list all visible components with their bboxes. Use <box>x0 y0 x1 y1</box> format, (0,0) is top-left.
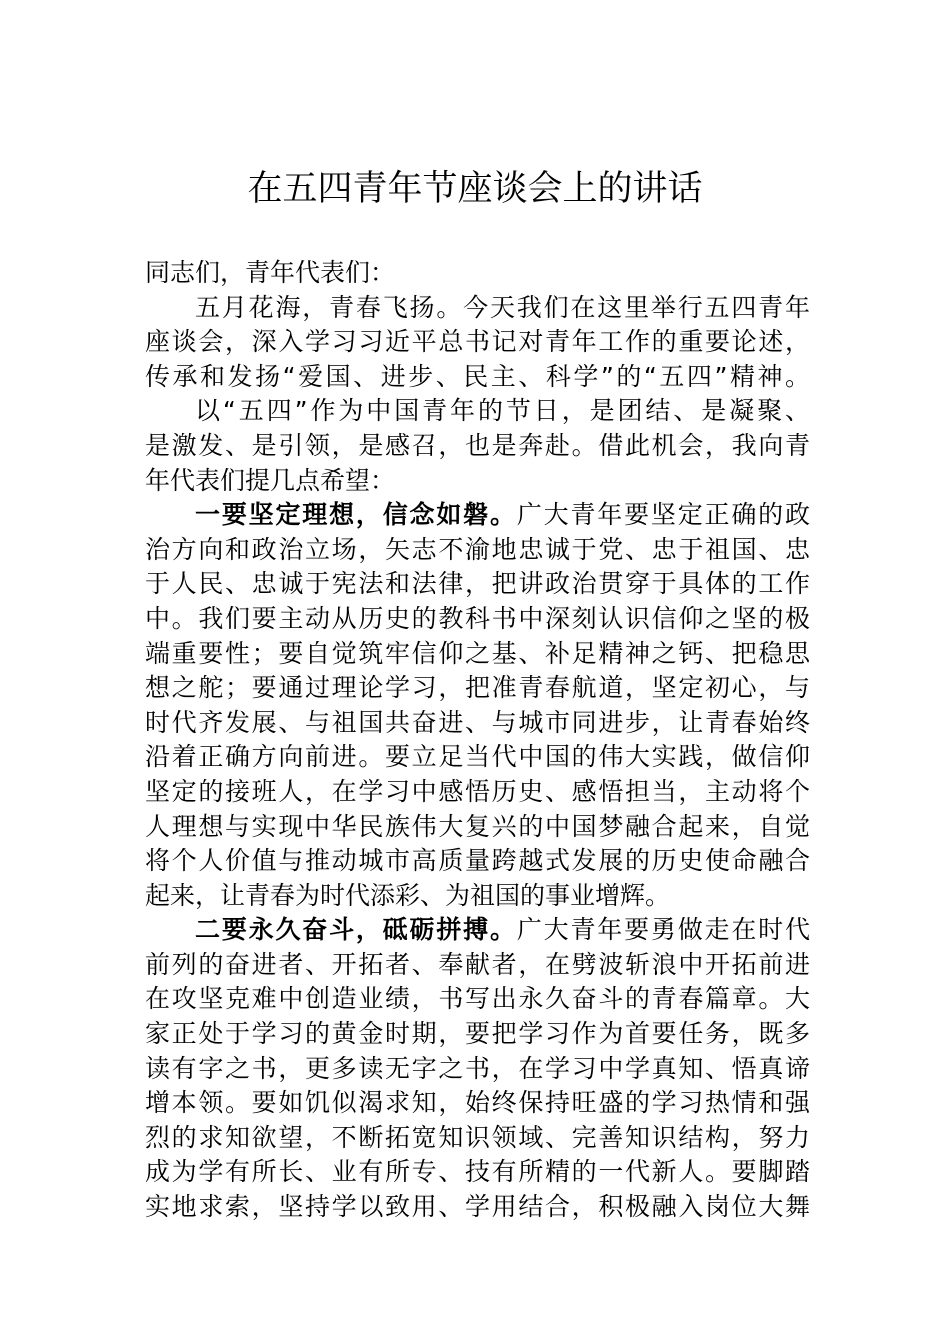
paragraph-line: 于人民、忠诚于宪法和法律，把讲政治贯穿于具体的工作 <box>145 569 810 599</box>
paragraph-line: 增本领。要如饥似渴求知，始终保持旺盛的学习热情和强 <box>145 1088 810 1118</box>
paragraph-text: 广大青年要坚定正确的政 <box>516 500 810 530</box>
page-title: 在五四青年节座谈会上的讲话 <box>247 169 703 209</box>
paragraph-line: 五月花海，青春飞扬。今天我们在这里举行五四青年 <box>195 292 810 322</box>
paragraph-line: 读有字之书，更多读无字之书，在学习中学真知、悟真谛 <box>145 1053 810 1083</box>
paragraph-line: 家正处于学习的黄金时期，要把学习作为首要任务，既多 <box>145 1019 810 1049</box>
paragraph-line: 传承和发扬“爱国、进步、民主、科学”的“五四”精神。 <box>145 361 810 391</box>
paragraph-line: 将个人价值与推动城市高质量跨越式发展的历史使命融合 <box>145 846 810 876</box>
paragraph-line: 起来，让青春为时代添彩、为祖国的事业增辉。 <box>145 880 671 910</box>
paragraph-line: 中。我们要主动从历史的教科书中深刻认识信仰之坚的极 <box>145 603 810 633</box>
paragraph-line <box>145 913 810 948</box>
paragraph-line: 前列的奋进者、开拓者、奉献者，在劈波斩浪中开拓前进 <box>145 949 810 979</box>
paragraph-line: 年代表们提几点希望： <box>145 465 396 495</box>
paragraph-line: 在攻坚克难中创造业绩，书写出永久奋斗的青春篇章。大 <box>145 984 810 1014</box>
paragraph-line: 成为学有所长、业有所专、技有所精的一代新人。要脚踏 <box>145 1157 810 1187</box>
paragraph-line: 坚定的接班人，在学习中感悟历史、感悟担当，主动将个 <box>145 776 810 806</box>
paragraph-line: 烈的求知欲望，不断拓宽知识领域、完善知识结构，努力 <box>145 1122 810 1152</box>
document-body <box>145 256 810 1225</box>
paragraph-line: 沿着正确方向前进。要立足当代中国的伟大实践，做信仰 <box>145 742 810 772</box>
section-heading-1: 一要坚定理想，信念如磐。 <box>195 500 517 530</box>
paragraph-line: 实地求索，坚持学以致用、学用结合，积极融入岗位大舞 <box>145 1192 810 1222</box>
paragraph-line: 人理想与实现中华民族伟大复兴的中国梦融合起来，自觉 <box>145 811 810 841</box>
salutation: 同志们，青年代表们： <box>145 258 396 287</box>
section-heading-2: 二要永久奋斗，砥砺拼搏。 <box>195 915 517 945</box>
paragraph-line: 想之舵；要通过理论学习，把准青春航道，坚定初心，与 <box>145 673 810 703</box>
paragraph-line: 治方向和政治立场，矢志不渝地忠诚于党、忠于祖国、忠 <box>145 534 810 564</box>
paragraph-line: 以“五四”作为中国青年的节日，是团结、是凝聚、 <box>195 396 810 426</box>
paragraph-line: 座谈会，深入学习习近平总书记对青年工作的重要论述， <box>145 327 810 357</box>
paragraph-line <box>145 498 810 533</box>
paragraph-text: 广大青年要勇做走在时代 <box>516 915 810 945</box>
paragraph-line: 是激发、是引领，是感召，也是奔赴。借此机会，我向青 <box>145 430 810 460</box>
paragraph-line: 端重要性；要自觉筑牢信仰之基、补足精神之钙、把稳思 <box>145 638 810 668</box>
paragraph-line: 时代齐发展、与祖国共奋进、与城市同进步，让青春始终 <box>145 707 810 737</box>
